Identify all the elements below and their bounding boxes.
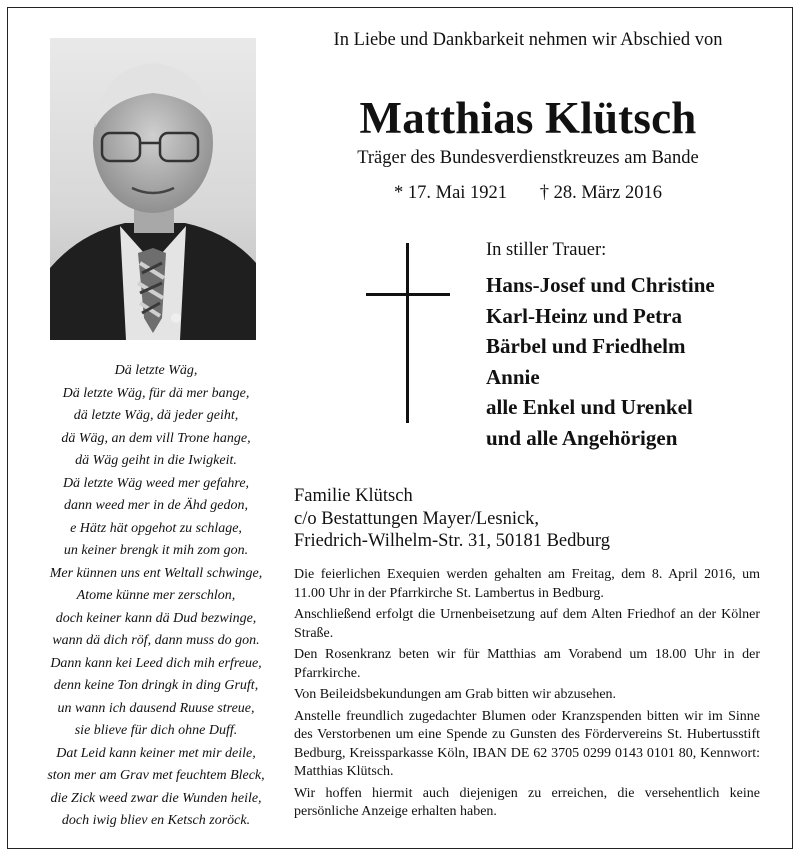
poem-line: doch keiner kann dä Dud bezwinge, xyxy=(55,610,257,626)
mourner: Annie xyxy=(486,364,540,389)
note-paragraph: Wir hoffen hiermit auch diejenigen zu erreichen, die versehentlich keine persönliche Anzeige erhalten haben. xyxy=(294,785,760,819)
family-address xyxy=(294,485,610,553)
poem-line: Atome künne mer zerschlon, xyxy=(76,588,236,603)
note-paragraph: Von Beileidsbekundungen am Grab bitten wir abzusehen. xyxy=(294,687,617,702)
poem-line: Mer künnen uns ent Weltall schwinge, xyxy=(49,565,263,581)
poem-line: denn keine Ton dringk in ding Gruft, xyxy=(53,678,259,693)
intro-line: In Liebe und Dankbarkeit nehmen wir Abschied von xyxy=(333,30,723,50)
note-paragraph: Anstelle freundlich zugedachter Blumen oder Kranzspenden bitten wir im Sinne des Verstorbenen um eine Spende zu Gunsten des Fördervereins St. Hubertusstift Bedburg, Kreissparkasse Köln, IBAN DE 62 3705 0299 0143 0101 80, Kennwort: Matthias Klütsch. xyxy=(294,708,760,779)
service-notes xyxy=(294,566,760,825)
mourner: alle Enkel und Urenkel xyxy=(486,395,693,419)
poem-line: Dat Leid kann keiner met mir deile, xyxy=(56,745,256,761)
cross-icon xyxy=(406,243,409,423)
poem-line: Dä letzte Wäg, xyxy=(114,363,198,378)
deceased-name: Matthias Klütsch xyxy=(359,93,697,143)
portrait-photo xyxy=(50,38,256,340)
mourner: Bärbel und Friedhelm xyxy=(486,334,686,358)
death-date: † 28. März 2016 xyxy=(539,183,662,203)
poem-line: dann weed mer in de Ähd gedon, xyxy=(64,498,248,513)
note-paragraph: Die feierlichen Exequien werden gehalten am Freitag, dem 8. April 2016, um 11.00 Uhr in der Pfarrkirche St. Lambertus in Bedburg. xyxy=(294,567,760,601)
mourner: und alle Angehörigen xyxy=(486,425,678,450)
poem-line: ston mer am Grav met feuchtem Bleck, xyxy=(47,768,265,783)
mourner: Karl-Heinz und Petra xyxy=(486,303,682,328)
life-dates xyxy=(272,183,784,204)
poem-line: wann dä dich röf, dann muss do gon. xyxy=(52,633,260,648)
honor-line: Träger des Bundesverdienstkreuzes am Bande xyxy=(357,148,699,168)
mourning-label: In stiller Trauer: xyxy=(486,240,607,260)
poem-line: Dä letzte Wäg weed mer gefahre, xyxy=(62,475,250,491)
address-line: c/o Bestattungen Mayer/Lesnick, xyxy=(294,508,540,529)
poem-line: un keiner brengk it mih zom gon. xyxy=(63,543,249,558)
poem-line: dä Wäg geiht in die Iwigkeit. xyxy=(75,453,237,468)
note-paragraph: Anschließend erfolgt die Urnenbeisetzung auf dem Alten Friedhof an der Kölner Straße. xyxy=(294,607,760,641)
poem-line: e Hätz hät opgehot zu schlage, xyxy=(70,520,242,536)
poem-line: Dä letzte Wäg, für dä mer bange, xyxy=(62,385,250,401)
address-line: Friedrich-Wilhelm-Str. 31, 50181 Bedburg xyxy=(294,531,610,551)
poem-line: Dann kann kei Leed dich mih erfreue, xyxy=(50,655,262,671)
address-line: Familie Klütsch xyxy=(294,486,413,506)
poem-line: die Zick weed zwar die Wunden heile, xyxy=(50,790,262,806)
poem-line: doch iwig bliev en Ketsch zoröck. xyxy=(61,813,251,828)
poem-line: un wann ich dausend Ruuse streue, xyxy=(57,700,255,716)
poem-line: sie blieve für dich ohne Duff. xyxy=(74,723,238,738)
poem-line: dä Wäg, an dem vill Trone hange, xyxy=(61,430,251,446)
mourner: Hans-Josef und Christine xyxy=(486,273,715,297)
poem xyxy=(30,360,282,833)
note-paragraph: Den Rosenkranz beten wir für Matthias am Vorabend um 18.00 Uhr in der Pfarrkirche. xyxy=(294,647,760,681)
cross-icon-bar xyxy=(366,293,450,296)
mourners-list xyxy=(486,270,715,453)
poem-line: dä letzte Wäg, dä jeder geiht, xyxy=(73,408,239,423)
birth-date: * 17. Mai 1921 xyxy=(394,183,508,203)
